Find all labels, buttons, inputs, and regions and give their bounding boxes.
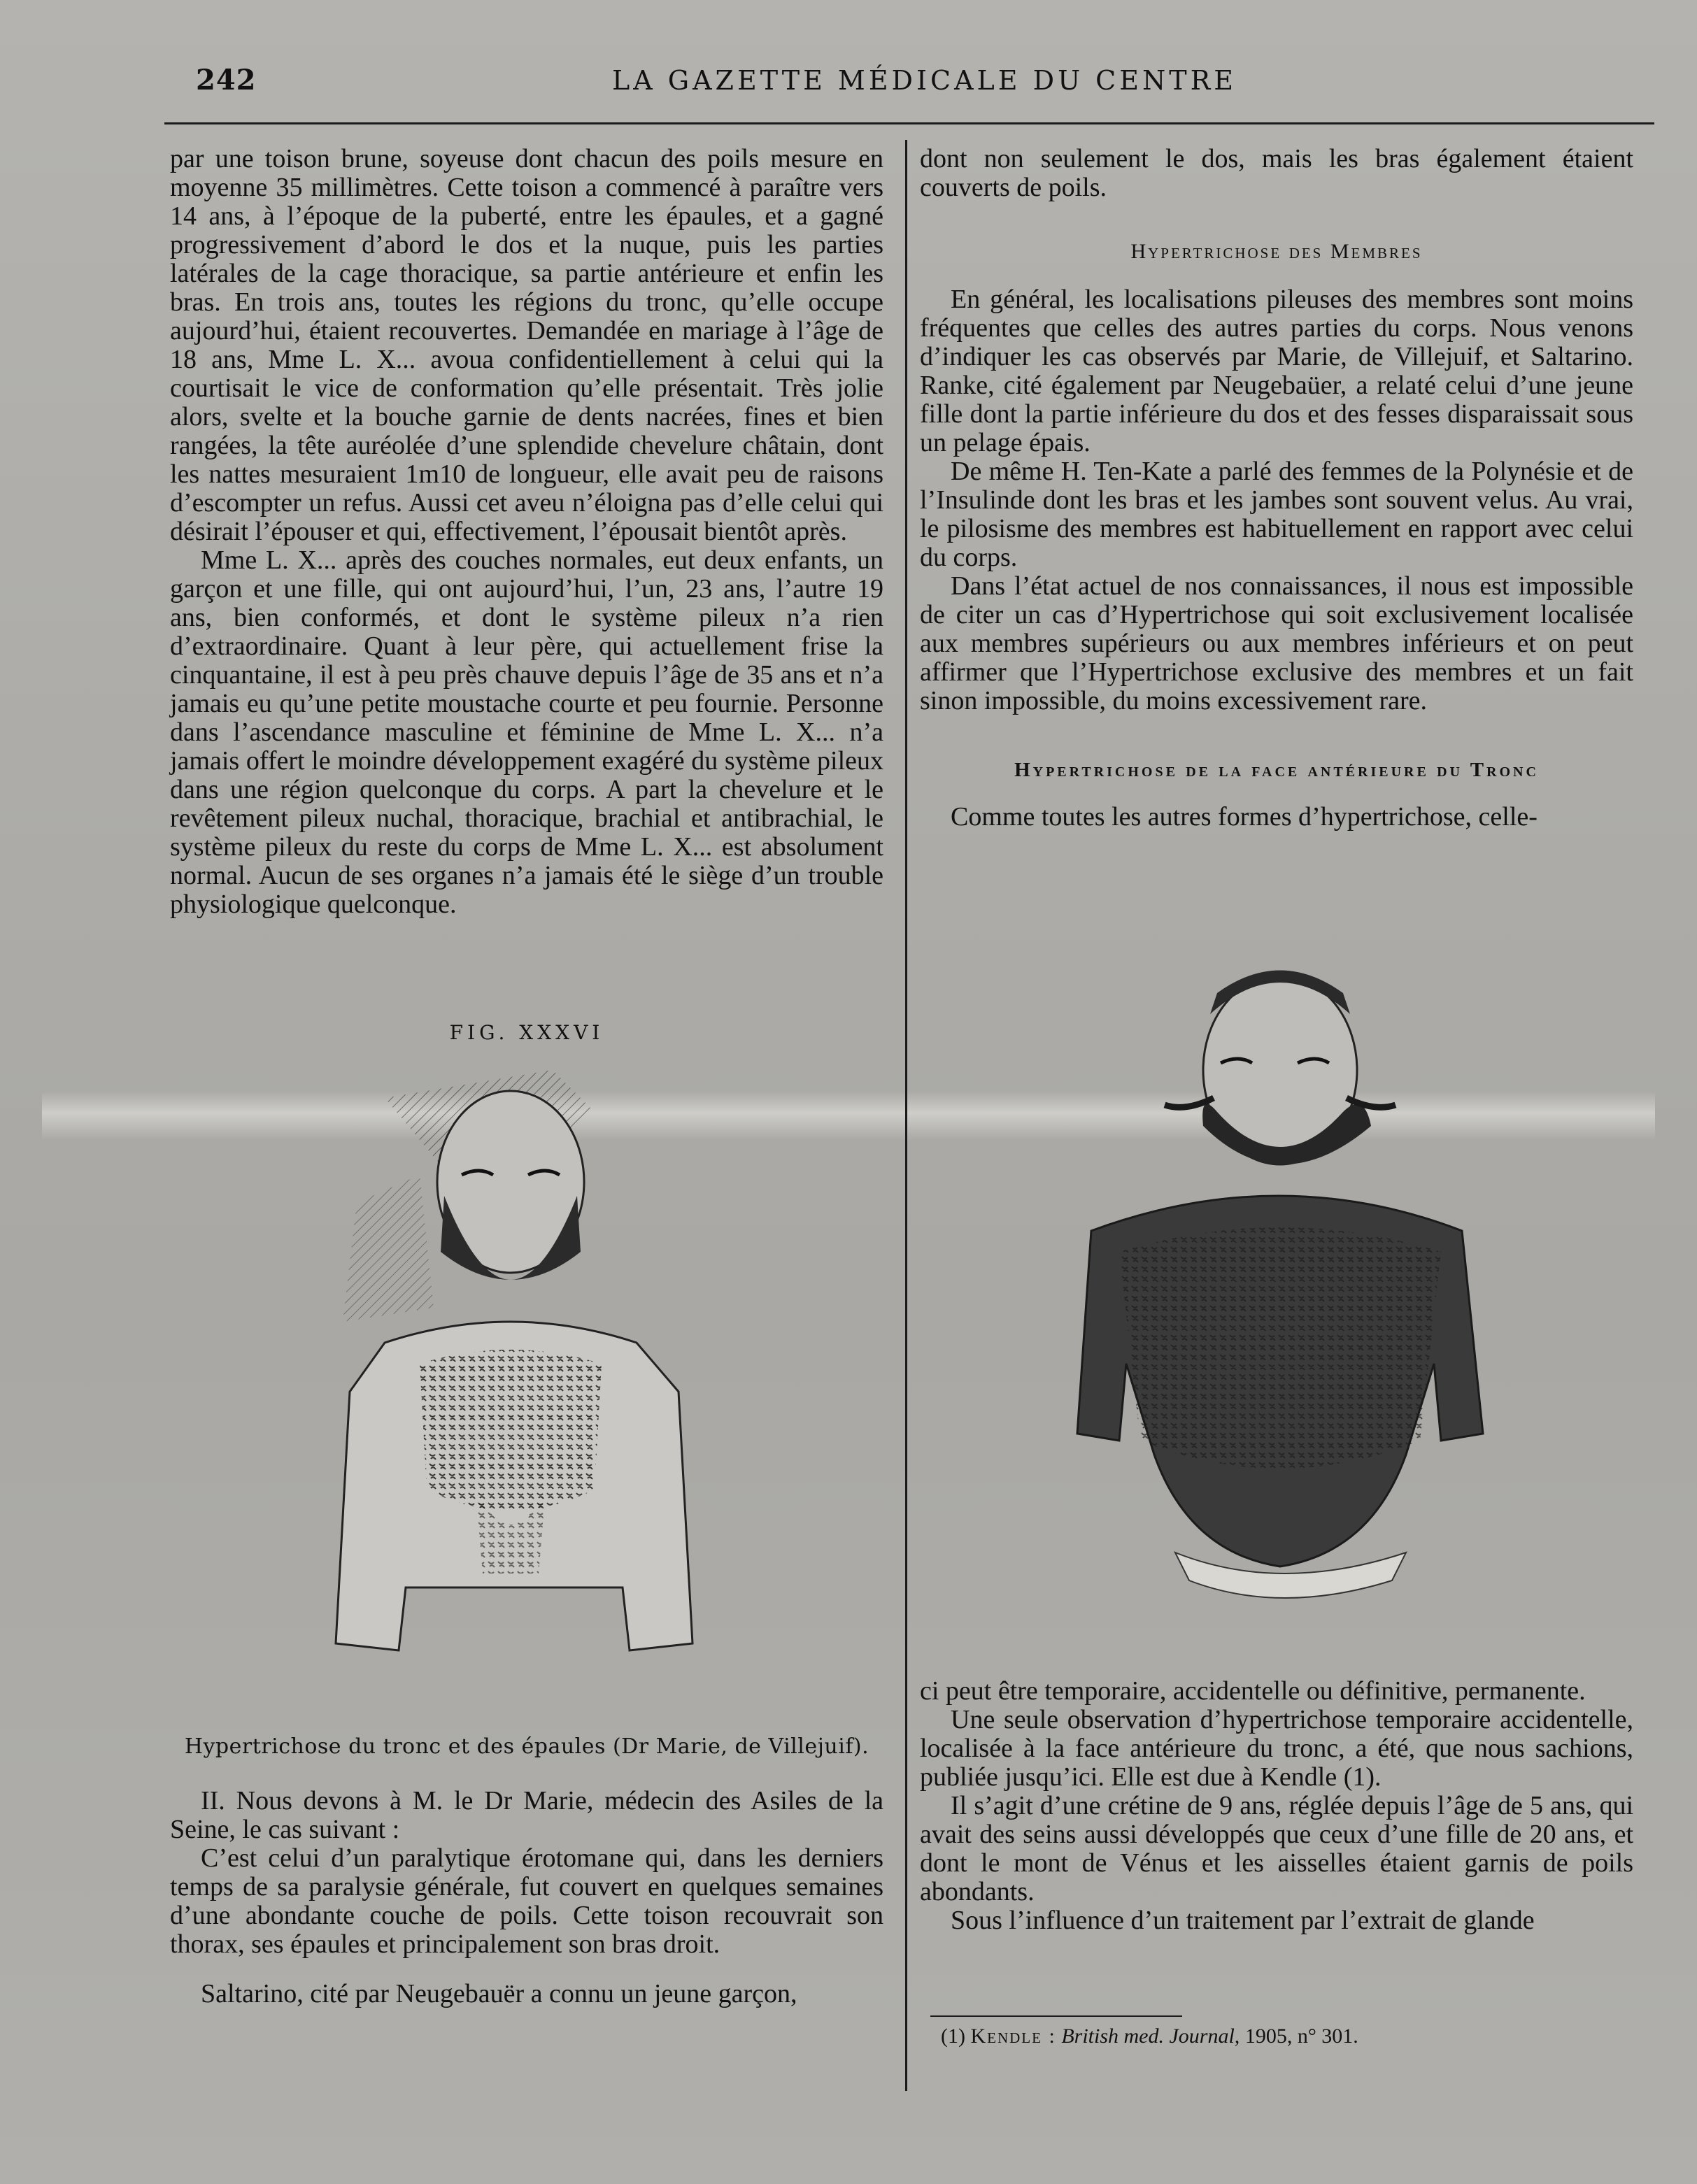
figure-bald-bearded-man-illustration xyxy=(301,1070,790,1685)
figure-label: FIG. XXXVI xyxy=(449,1021,604,1044)
right-paragraph-1: dont non seulement le dos, mais les bras également étaient couverts de poils. xyxy=(920,144,1633,202)
footnote xyxy=(941,2025,1358,2048)
right-paragraph-8: Il s’agit d’une crétine de 9 ans, réglée depuis l’âge de 5 ans, qui avait des seins aussi développés que ceux d’une fille de 20 ans, et dont le mont de Vénus et les aisselles étaient garnis de poils abondants. xyxy=(920,1791,1633,1906)
running-title: LA GAZETTE MÉDICALE DU CENTRE xyxy=(612,65,1237,96)
section-heading-membres: Hypertrichose des Membres xyxy=(1130,240,1423,263)
footnote-author: Kendle : xyxy=(970,2025,1056,2048)
footnote-rule xyxy=(930,2015,1182,2017)
left-paragraph-4: C’est celui d’un paralytique érotomane qui, dans les derniers temps de sa paralysie générale, fut couvert en quelques semaines d’une abondante couche de poils. Cette toison recouvrait son thorax, ses épaules et principalement son bras droit. xyxy=(170,1843,883,1959)
left-paragraph-1: par une toison brune, soyeuse dont chacun des poils mesure en moyenne 35 millimètres. Cette toison a commencé à paraître vers 14 ans, à l’époque de la puberté, entre les épaules, et a gagné progressivement d’abord le dos et la nuque, puis les parties latérales de la cage thoracique, sa partie antérieure et enfin les bras. En trois ans, toutes les régions du tronc, qu’elle occupe aujourd’hui, étaient recouvertes. Demandée en mariage à l’âge de 18 ans, Mme L. X... avoua confidentiellement à celui qui la courtisait le vice de conformation qu’elle présentait. Très jolie alors, svelte et la bouche garnie de dents nacrées, fines et bien rangées, la tête auréolée d’une splendide chevelure châtain, dont les nattes mesuraient 1m10 de longueur, elle avait peu de raisons d’escompter un refus. Aussi cet aveu n’éloigna pas d’elle celui qui désirait l’épouser et qui, effectivement, l’épousait bientôt après. xyxy=(170,144,883,546)
page-number: 242 xyxy=(196,64,257,97)
right-paragraph-3: De même H. Ten-Kate a parlé des femmes de la Polynésie et de l’Insulinde dont les bras et les jambes sont souvent velus. Au vrai, le pilosisme des membres est habituellement en rapport avec celui du corps. xyxy=(920,457,1633,572)
page-header xyxy=(164,59,1654,124)
figure-caption: Hypertrichose du tronc et des épaules (Dr Marie, de Villejuif). xyxy=(184,1734,869,1759)
right-column-lower xyxy=(920,1677,1633,1935)
left-paragraph-2: Mme L. X... après des couches normales, eut deux enfants, un garçon et une fille, qui ont aujourd’hui, l’un, 23 ans, l’autre 19 ans, bien conformés, et dont le système pileux n’a rien d’extraordinaire. Quant à leur père, qui actuellement frise la cinquantaine, il est à peu près chauve depuis l’âge de 35 ans et n’a jamais eu qu’une petite moustache courte et peu fournie. Personne dans l’ascendance masculine et féminine de Mme L. X... n’a jamais offert le moindre développement exagéré du système pileux dans une région quelconque du corps. A part la chevelure et le revêtement pileux nuchal, thoracique, brachial et antibrachial, le système pileux du reste du corps de Mme L. X... est absolument normal. Aucun de ses organes n’a jamais été le siège d’un trouble physiologique quelconque. xyxy=(170,545,883,919)
right-column-upper xyxy=(920,145,1633,832)
footnote-mark: (1) xyxy=(941,2025,965,2048)
right-paragraph-4: Dans l’état actuel de nos connaissances, il nous est impossible de citer un cas d’Hypertrichose qui soit exclusivement localisée aux membres supérieurs ou aux membres inférieurs et on peut affirmer que l’Hypertrichose exclusive des membres et un fait sinon impossible, du moins excessivement rare. xyxy=(920,571,1633,715)
footnote-journal: British med. Journal, xyxy=(1061,2025,1240,2048)
left-column-lower xyxy=(170,1787,883,2008)
right-paragraph-5: Comme toutes les autres formes d’hypertrichose, celle- xyxy=(951,802,1538,832)
left-paragraph-5: Saltarino, cité par Neugebauër a connu un jeune garçon, xyxy=(201,1979,797,2008)
left-column-upper xyxy=(170,145,883,919)
right-paragraph-6: ci peut être temporaire, accidentelle ou définitive, permanente. xyxy=(920,1676,1586,1706)
right-paragraph-7: Une seule observation d’hypertrichose temporaire accidentelle, localisée à la face antérieure du tronc, a été, que nous sachions, publiée jusqu’ici. Elle est due à Kendle (1). xyxy=(920,1705,1633,1792)
section-heading-tronc: Hypertrichose de la face antérieure du Tronc xyxy=(1014,759,1539,781)
left-paragraph-3: II. Nous devons à M. le Dr Marie, médecin des Asiles de la Seine, le cas suivant : xyxy=(170,1786,883,1844)
right-paragraph-9: Sous l’influence d’un traitement par l’extrait de glande xyxy=(951,1906,1535,1935)
right-paragraph-2: En général, les localisations pileuses des membres sont moins fréquentes que celles des autres parties du corps. Nous venons d’indiquer les cas observés par Marie, de Villejuif, et Saltarino. Ranke, cité également par Neugebaüer, a relaté celui d’une jeune fille dont la partie inférieure du dos et des fesses disparaissait sous un pelage épais. xyxy=(920,285,1633,457)
footnote-reference: 1905, n° 301. xyxy=(1244,2025,1358,2048)
figure-hairy-torso-illustration xyxy=(1042,951,1504,1615)
column-divider xyxy=(905,140,907,2091)
